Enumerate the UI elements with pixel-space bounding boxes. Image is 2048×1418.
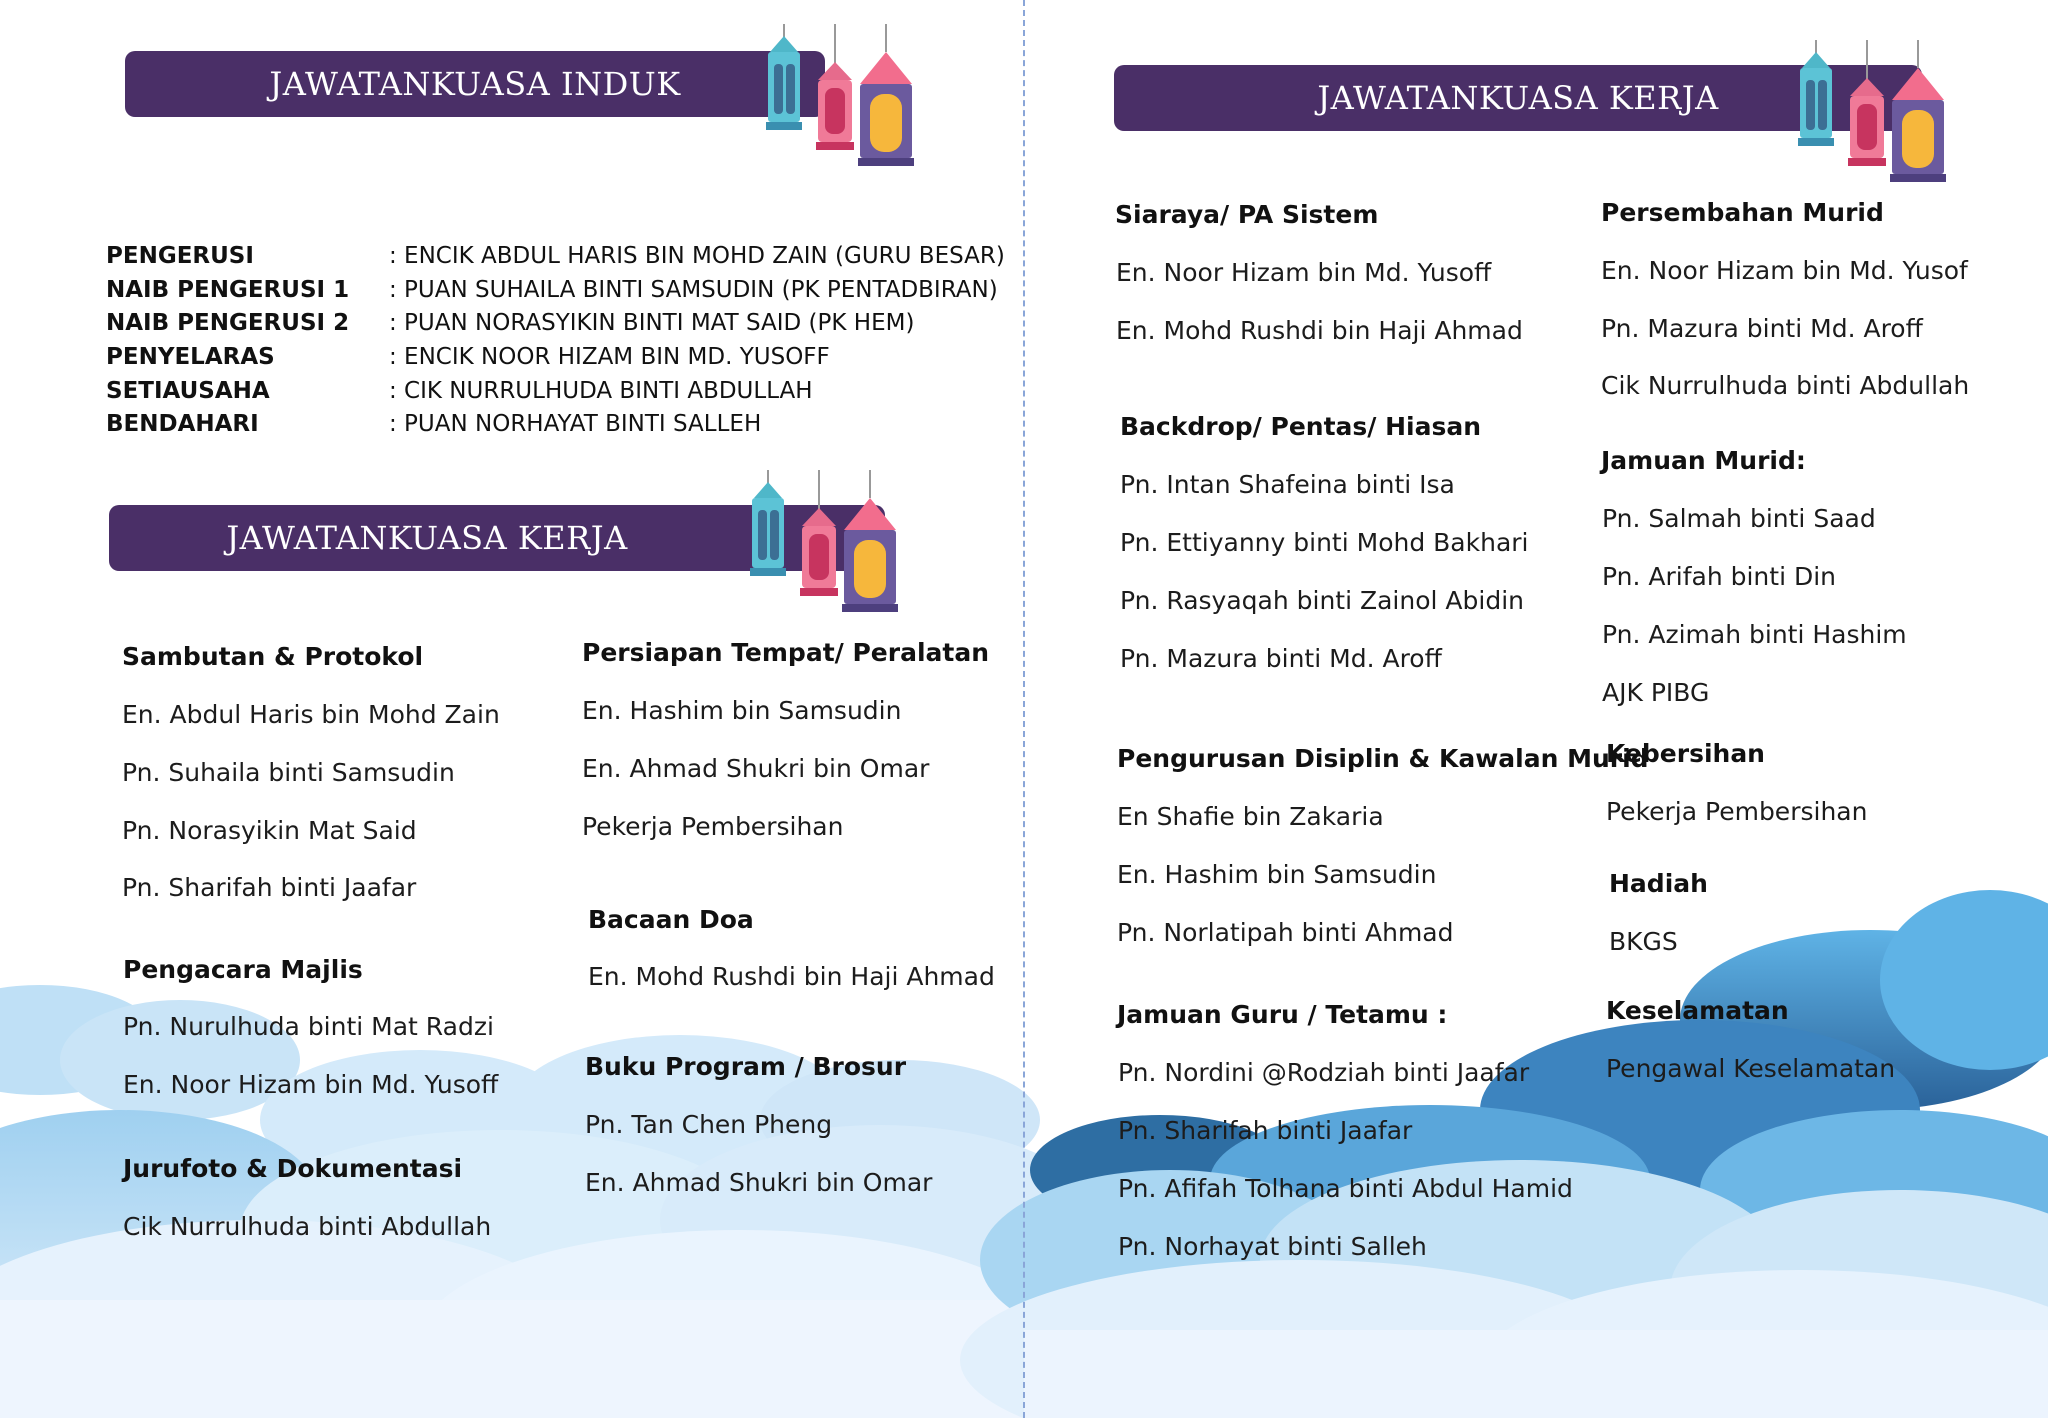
induk-value-3: : PUAN NORASYIKIN BINTI MAT SAID (PK HEM) xyxy=(389,310,915,336)
section-heading: Bacaan Doa xyxy=(588,905,754,934)
member-name: Pn. Nurulhuda binti Mat Radzi xyxy=(123,1012,494,1041)
induk-value-4: : ENCIK NOOR HIZAM BIN MD. YUSOFF xyxy=(389,344,830,370)
section-heading: Sambutan & Protokol xyxy=(122,642,424,671)
induk-role-2: NAIB PENGERUSI 1 xyxy=(106,277,350,303)
lantern-icon xyxy=(740,470,900,612)
member-name: En. Ahmad Shukri bin Omar xyxy=(585,1168,933,1197)
member-name: En. Mohd Rushdi bin Haji Ahmad xyxy=(1116,316,1523,345)
member-name: En. Mohd Rushdi bin Haji Ahmad xyxy=(588,962,995,991)
left-cloud-layer xyxy=(0,985,1100,1418)
section-heading: Buku Program / Brosur xyxy=(585,1052,907,1081)
member-name: Pn. Norhayat binti Salleh xyxy=(1118,1232,1427,1261)
member-name: Pekerja Pembersihan xyxy=(582,812,844,841)
member-name: BKGS xyxy=(1609,927,1678,956)
lantern-icon xyxy=(1788,40,1948,182)
section-heading: Hadiah xyxy=(1609,869,1708,898)
member-name: En. Ahmad Shukri bin Omar xyxy=(582,754,930,783)
member-name: Pn. Intan Shafeina binti Isa xyxy=(1120,470,1455,499)
member-name: En. Noor Hizam bin Md. Yusoff xyxy=(1116,258,1492,287)
section-heading: Persembahan Murid xyxy=(1601,198,1884,227)
section-heading: Jamuan Guru / Tetamu : xyxy=(1117,1000,1448,1029)
member-name: En. Noor Hizam bin Md. Yusof xyxy=(1601,256,1968,285)
section-heading: Backdrop/ Pentas/ Hiasan xyxy=(1120,412,1482,441)
section-heading: Pengurusan Disiplin & Kawalan Murid xyxy=(1117,744,1649,773)
member-name: AJK PIBG xyxy=(1602,678,1710,707)
member-name: En. Hashim bin Samsudin xyxy=(582,696,902,725)
member-name: Pn. Norlatipah binti Ahmad xyxy=(1117,918,1454,947)
member-name: Pn. Arifah binti Din xyxy=(1602,562,1837,591)
member-name: Pn. Mazura binti Md. Aroff xyxy=(1120,644,1442,673)
induk-role-3: NAIB PENGERUSI 2 xyxy=(106,310,350,336)
section-heading: Pengacara Majlis xyxy=(123,955,363,984)
member-name: Pn. Mazura binti Md. Aroff xyxy=(1601,314,1923,343)
kerja-title-left: JAWATANKUASA KERJA xyxy=(226,519,628,557)
lantern-icon xyxy=(756,24,916,166)
member-name: Pn. Salmah binti Saad xyxy=(1602,504,1876,533)
member-name: En. Noor Hizam bin Md. Yusoff xyxy=(123,1070,499,1099)
induk-value-2: : PUAN SUHAILA BINTI SAMSUDIN (PK PENTADBIRAN) xyxy=(389,277,998,303)
member-name: En. Hashim bin Samsudin xyxy=(1117,860,1437,889)
member-name: En. Abdul Haris bin Mohd Zain xyxy=(122,700,500,729)
section-heading: Kebersihan xyxy=(1606,739,1765,768)
induk-title: JAWATANKUASA INDUK xyxy=(269,65,681,103)
induk-value-1: : ENCIK ABDUL HARIS BIN MOHD ZAIN (GURU BESAR) xyxy=(389,243,1005,269)
member-name: Pn. Azimah binti Hashim xyxy=(1602,620,1907,649)
member-name: Pn. Norasyikin Mat Said xyxy=(122,816,417,845)
member-name: Pn. Sharifah binti Jaafar xyxy=(1118,1116,1413,1145)
section-heading: Jamuan Murid: xyxy=(1601,446,1806,475)
section-heading: Siaraya/ PA Sistem xyxy=(1115,200,1379,229)
induk-value-6: : PUAN NORHAYAT BINTI SALLEH xyxy=(389,411,762,437)
member-name: Cik Nurrulhuda binti Abdullah xyxy=(123,1212,492,1241)
member-name: Pn. Rasyaqah binti Zainol Abidin xyxy=(1120,586,1524,615)
member-name: Pn. Ettiyanny binti Mohd Bakhari xyxy=(1120,528,1529,557)
induk-role-6: BENDAHARI xyxy=(106,411,259,437)
page-fold-divider xyxy=(1023,0,1025,1418)
member-name: Cik Nurrulhuda binti Abdullah xyxy=(1601,371,1970,400)
member-name: Pengawal Keselamatan xyxy=(1606,1054,1896,1083)
section-heading: Keselamatan xyxy=(1606,996,1789,1025)
member-name: Pn. Sharifah binti Jaafar xyxy=(122,873,417,902)
induk-value-5: : CIK NURRULHUDA BINTI ABDULLAH xyxy=(389,378,813,404)
induk-role-1: PENGERUSI xyxy=(106,243,254,269)
member-name: Pn. Suhaila binti Samsudin xyxy=(122,758,455,787)
right-cloud-layer xyxy=(960,890,2048,1418)
induk-role-5: SETIAUSAHA xyxy=(106,378,270,404)
member-name: En Shafie bin Zakaria xyxy=(1117,802,1384,831)
induk-banner xyxy=(125,51,825,117)
section-heading: Jurufoto & Dokumentasi xyxy=(123,1154,463,1183)
kerja-title-right: JAWATANKUASA KERJA xyxy=(1317,79,1719,117)
member-name: Pn. Nordini @Rodziah binti Jaafar xyxy=(1118,1058,1530,1087)
member-name: Pn. Afifah Tolhana binti Abdul Hamid xyxy=(1118,1174,1573,1203)
member-name: Pekerja Pembersihan xyxy=(1606,797,1868,826)
member-name: Pn. Tan Chen Pheng xyxy=(585,1110,833,1139)
section-heading: Persiapan Tempat/ Peralatan xyxy=(582,638,990,667)
induk-role-4: PENYELARAS xyxy=(106,344,275,370)
